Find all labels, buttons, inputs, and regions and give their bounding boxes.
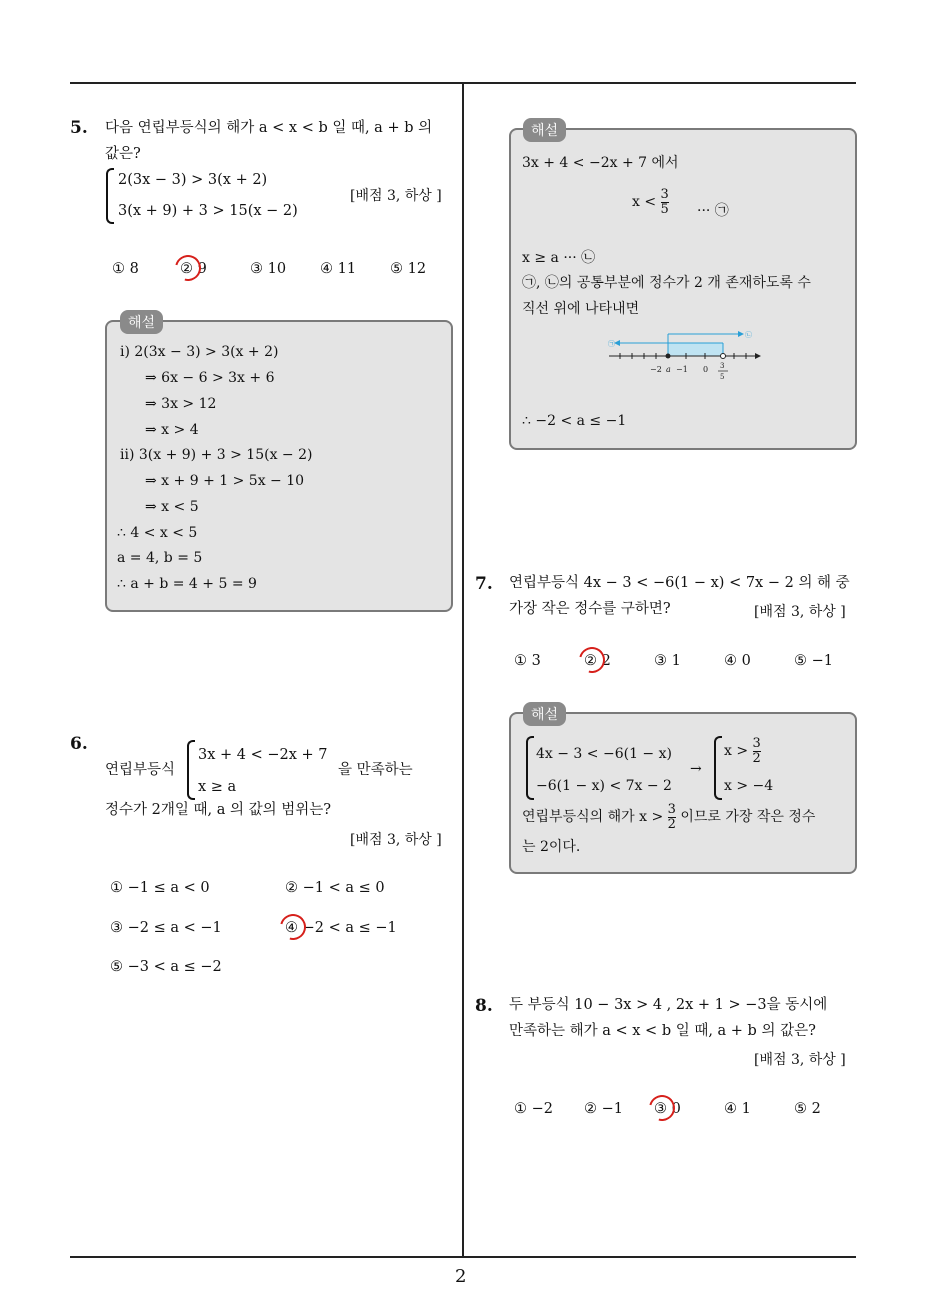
q7-option-5[interactable]: ⑤ −1 (794, 653, 833, 669)
column-divider (462, 82, 464, 1257)
q7-sol-line (522, 803, 815, 831)
q7-system-brace (526, 736, 534, 800)
q5-system-eq1: 2(3x − 3) > 3(x + 2) (118, 172, 268, 188)
q7-answer-mark (574, 642, 610, 678)
q7-option-2[interactable]: ② 2 (584, 653, 611, 669)
q7-sol-res2: x > −4 (724, 778, 774, 794)
q8-stem-line2: 만족하는 해가 a < x < b 일 때, a + b 의 값은? (509, 1023, 816, 1039)
q5-solution-tag: 해설 (120, 310, 163, 334)
q5-sol-line: a = 4, b = 5 (117, 550, 203, 566)
q6-system-eq2: x ≥ a (198, 779, 237, 795)
q6-stem-pre: 연립부등식 (105, 762, 176, 778)
q6-option-1[interactable]: ① −1 ≤ a < 0 (110, 880, 210, 896)
q7-stem-line2: 가장 작은 정수를 구하면? (509, 601, 671, 617)
q6-sol-line5: 직선 위에 나타내면 (522, 301, 640, 317)
q5-option-1[interactable]: ① 8 (112, 261, 139, 277)
q8-option-1[interactable]: ① −2 (514, 1101, 553, 1117)
q5-option-3[interactable]: ③ 10 (250, 261, 287, 277)
q7-sol-line2: 는 2이다. (522, 839, 581, 855)
q6-sol-ineq (632, 188, 669, 216)
q5-option-5[interactable]: ⑤ 12 (390, 261, 427, 277)
q6-tick-label: 0 (703, 365, 709, 374)
q7-sol-res1 (724, 737, 761, 765)
q7-sol-fraction: $\frac{3}{2}$ (667, 802, 676, 832)
q6-closed-point-a (666, 354, 671, 359)
q6-mark-2: ㉡ (745, 331, 752, 339)
q6-sol-mark1: ··· ㉠ (697, 203, 729, 219)
q5-stem-line2: 값은? (105, 146, 141, 162)
q6-mark-1: ㉠ (608, 340, 615, 348)
q6-tick-label: 3 (720, 362, 725, 370)
q7-option-4[interactable]: ④ 0 (724, 653, 751, 669)
q5-sol-line: ⅰ) 2(3x − 3) > 3(x + 2) (120, 344, 279, 360)
q5-sol-line: ⇒ x < 5 (145, 499, 199, 515)
q5-sol-line: ⇒ x + 9 + 1 > 5x − 10 (145, 473, 305, 489)
q6-option-4[interactable]: ④ −2 < a ≤ −1 (285, 920, 397, 936)
q8-number: 8. (475, 996, 493, 1016)
q6-sol-conclusion: ∴ −2 < a ≤ −1 (522, 413, 627, 429)
q6-tick-label: a (666, 365, 671, 374)
q6-stem-line2: 정수가 2개일 때, a 의 값의 범위는? (105, 802, 331, 818)
q8-option-4[interactable]: ④ 1 (724, 1101, 751, 1117)
q6-sol-fraction: $\frac{3}{5}$ (660, 187, 669, 217)
q6-sol-line3: x ≥ a ··· ㉡ (522, 250, 596, 266)
q7-result-brace (714, 736, 722, 800)
q5-system-brace (106, 168, 114, 224)
q5-solution-box (105, 320, 453, 612)
q5-sol-line: ∴ 4 < x < 5 (117, 525, 198, 541)
q7-res1-fraction: $\frac{3}{2}$ (752, 736, 761, 766)
q6-number-line-diagram (605, 326, 765, 386)
q7-solution-tag: 해설 (523, 702, 566, 726)
q8-option-3[interactable]: ③ 0 (654, 1101, 681, 1117)
q7-sol-line-pre: 연립부등식의 해가 x > (522, 809, 664, 826)
q6-tick-label: 5 (720, 373, 725, 381)
q6-axis-arrow (755, 353, 761, 359)
q7-sol-arrow: → (690, 761, 702, 777)
q5-sol-line: ⇒ 3x > 12 (145, 396, 217, 412)
q7-sol-sys2: −6(1 − x) < 7x − 2 (536, 778, 672, 794)
q6-open-point-3-5 (721, 354, 726, 359)
q8-answer-mark (644, 1090, 680, 1126)
q5-sol-line: ⇒ x > 4 (145, 422, 199, 438)
q8-option-2[interactable]: ② −1 (584, 1101, 623, 1117)
q7-res1-lhs: x > (724, 743, 749, 760)
q5-sol-line: ⇒ 6x − 6 > 3x + 6 (145, 370, 275, 386)
q5-sol-line: ∴ a + b = 4 + 5 = 9 (117, 576, 257, 592)
q6-score: [배점 3, 하상 ] (350, 832, 442, 848)
q6-option-3[interactable]: ③ −2 ≤ a < −1 (110, 920, 222, 936)
q5-answer-mark (170, 250, 206, 286)
q6-system-brace (187, 740, 195, 800)
q5-sol-line: ⅱ) 3(x + 9) + 3 > 15(x − 2) (120, 447, 313, 463)
q7-option-1[interactable]: ① 3 (514, 653, 541, 669)
q6-number: 6. (70, 734, 88, 754)
q6-sol-line1: 3x + 4 < −2x + 7 에서 (522, 155, 679, 171)
q6-option-2[interactable]: ② −1 < a ≤ 0 (285, 880, 385, 896)
q7-sol-line-post: 이므로 가장 작은 정수 (680, 809, 816, 826)
q7-number: 7. (475, 574, 493, 594)
q8-score: [배점 3, 하상 ] (754, 1052, 846, 1068)
q6-overlap-region (668, 343, 723, 356)
q6-solution-tag: 해설 (523, 118, 566, 142)
bottom-rule (70, 1256, 856, 1258)
q6-answer-mark (275, 909, 311, 945)
q7-stem-line1: 연립부등식 4x − 3 < −6(1 − x) < 7x − 2 의 해 중 (509, 575, 850, 591)
q6-tick-label: −2 (650, 365, 662, 374)
q5-stem-line1: 다음 연립부등식의 해가 a < x < b 일 때, a + b 의 (105, 120, 433, 136)
q7-sol-sys1: 4x − 3 < −6(1 − x) (536, 746, 672, 762)
q7-option-3[interactable]: ③ 1 (654, 653, 681, 669)
q8-option-5[interactable]: ⑤ 2 (794, 1101, 821, 1117)
q5-score: [배점 3, 하상 ] (350, 188, 442, 204)
q6-stem-post: 을 만족하는 (338, 762, 413, 778)
q7-score: [배점 3, 하상 ] (754, 604, 846, 620)
q6-system-eq1: 3x + 4 < −2x + 7 (198, 747, 328, 763)
q6-tick-label: −1 (676, 365, 688, 374)
page-number: 2 (455, 1266, 467, 1287)
q6-sol-line4: ㉠, ㉡의 공통부분에 정수가 2 개 존재하도록 수 (522, 275, 811, 291)
q6-option-5[interactable]: ⑤ −3 < a ≤ −2 (110, 959, 222, 975)
q5-option-4[interactable]: ④ 11 (320, 261, 357, 277)
q6-sol-ineq-lhs: x < (632, 194, 657, 211)
q8-stem-line1: 두 부등식 10 − 3x > 4 , 2x + 1 > −3을 동시에 (509, 997, 828, 1013)
q5-system-eq2: 3(x + 9) + 3 > 15(x − 2) (118, 203, 298, 219)
q5-number: 5. (70, 118, 88, 138)
q5-option-2[interactable]: ② 9 (180, 261, 207, 277)
